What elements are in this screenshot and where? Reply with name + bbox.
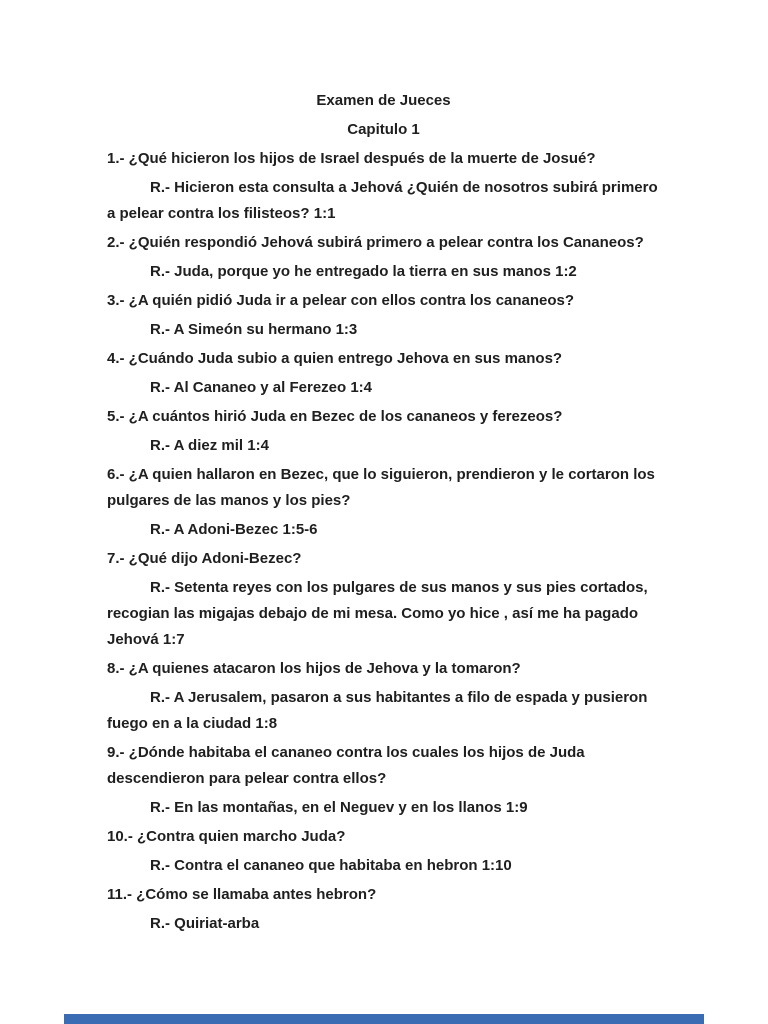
question-1: 1.- ¿Qué hicieron los hijos de Israel después de la muerte de Josué? — [107, 150, 596, 167]
footer-bar — [64, 1014, 704, 1024]
question-8: 8.- ¿A quienes atacaron los hijos de Jehova y la tomaron? — [107, 660, 521, 677]
question-10: 10.- ¿Contra quien marcho Juda? — [107, 828, 346, 845]
question-7: 7.- ¿Qué dijo Adoni-Bezec? — [107, 550, 302, 567]
answer-5: R.- A diez mil 1:4 — [150, 437, 269, 454]
question-4: 4.- ¿Cuándo Juda subio a quien entrego Jehova en sus manos? — [107, 350, 563, 367]
question-2: 2.- ¿Quién respondió Jehová subirá primero a pelear contra los Cananeos? — [107, 234, 644, 251]
question-5: 5.- ¿A cuántos hirió Juda en Bezec de los cananeos y ferezeos? — [107, 408, 563, 425]
answer-10: R.- Contra el cananeo que habitaba en hebron 1:10 — [150, 857, 512, 874]
answer-3: R.- A Simeón su hermano 1:3 — [150, 321, 358, 338]
question-9: 9.- ¿Dónde habitaba el cananeo contra los cuales los hijos de Juda descendieron para pelear contra ellos? — [107, 744, 585, 787]
answer-4: R.- Al Cananeo y al Ferezeo 1:4 — [150, 379, 373, 396]
answer-2: R.- Juda, porque yo he entregado la tierra en sus manos 1:2 — [150, 263, 577, 280]
question-3: 3.- ¿A quién pidió Juda ir a pelear con ellos contra los cananeos? — [107, 292, 575, 309]
answer-11: R.- Quiriat-arba — [150, 915, 260, 932]
question-6: 6.- ¿A quien hallaron en Bezec, que lo siguieron, prendieron y le cortaron los pulgares de las manos y los pies? — [107, 466, 655, 509]
document-title: Examen de Jueces — [316, 92, 451, 109]
answer-1: R.- Hicieron esta consulta a Jehová ¿Quién de nosotros subirá primero a pelear contra los filisteos? 1:1 — [107, 179, 658, 222]
question-11: 11.- ¿Cómo se llamaba antes hebron? — [107, 886, 377, 903]
document-subtitle: Capitulo 1 — [347, 121, 420, 138]
answer-6: R.- A Adoni-Bezec 1:5-6 — [150, 521, 318, 538]
answer-9: R.- En las montañas, en el Neguev y en los llanos 1:9 — [150, 799, 528, 816]
answer-8: R.- A Jerusalem, pasaron a sus habitantes a filo de espada y pusieron fuego en a la ciudad 1:8 — [107, 689, 648, 732]
answer-7: R.- Setenta reyes con los pulgares de sus manos y sus pies cortados, recogian las migajas debajo de mi mesa. Como yo hice , así me ha pagado Jehová 1:7 — [107, 579, 648, 648]
